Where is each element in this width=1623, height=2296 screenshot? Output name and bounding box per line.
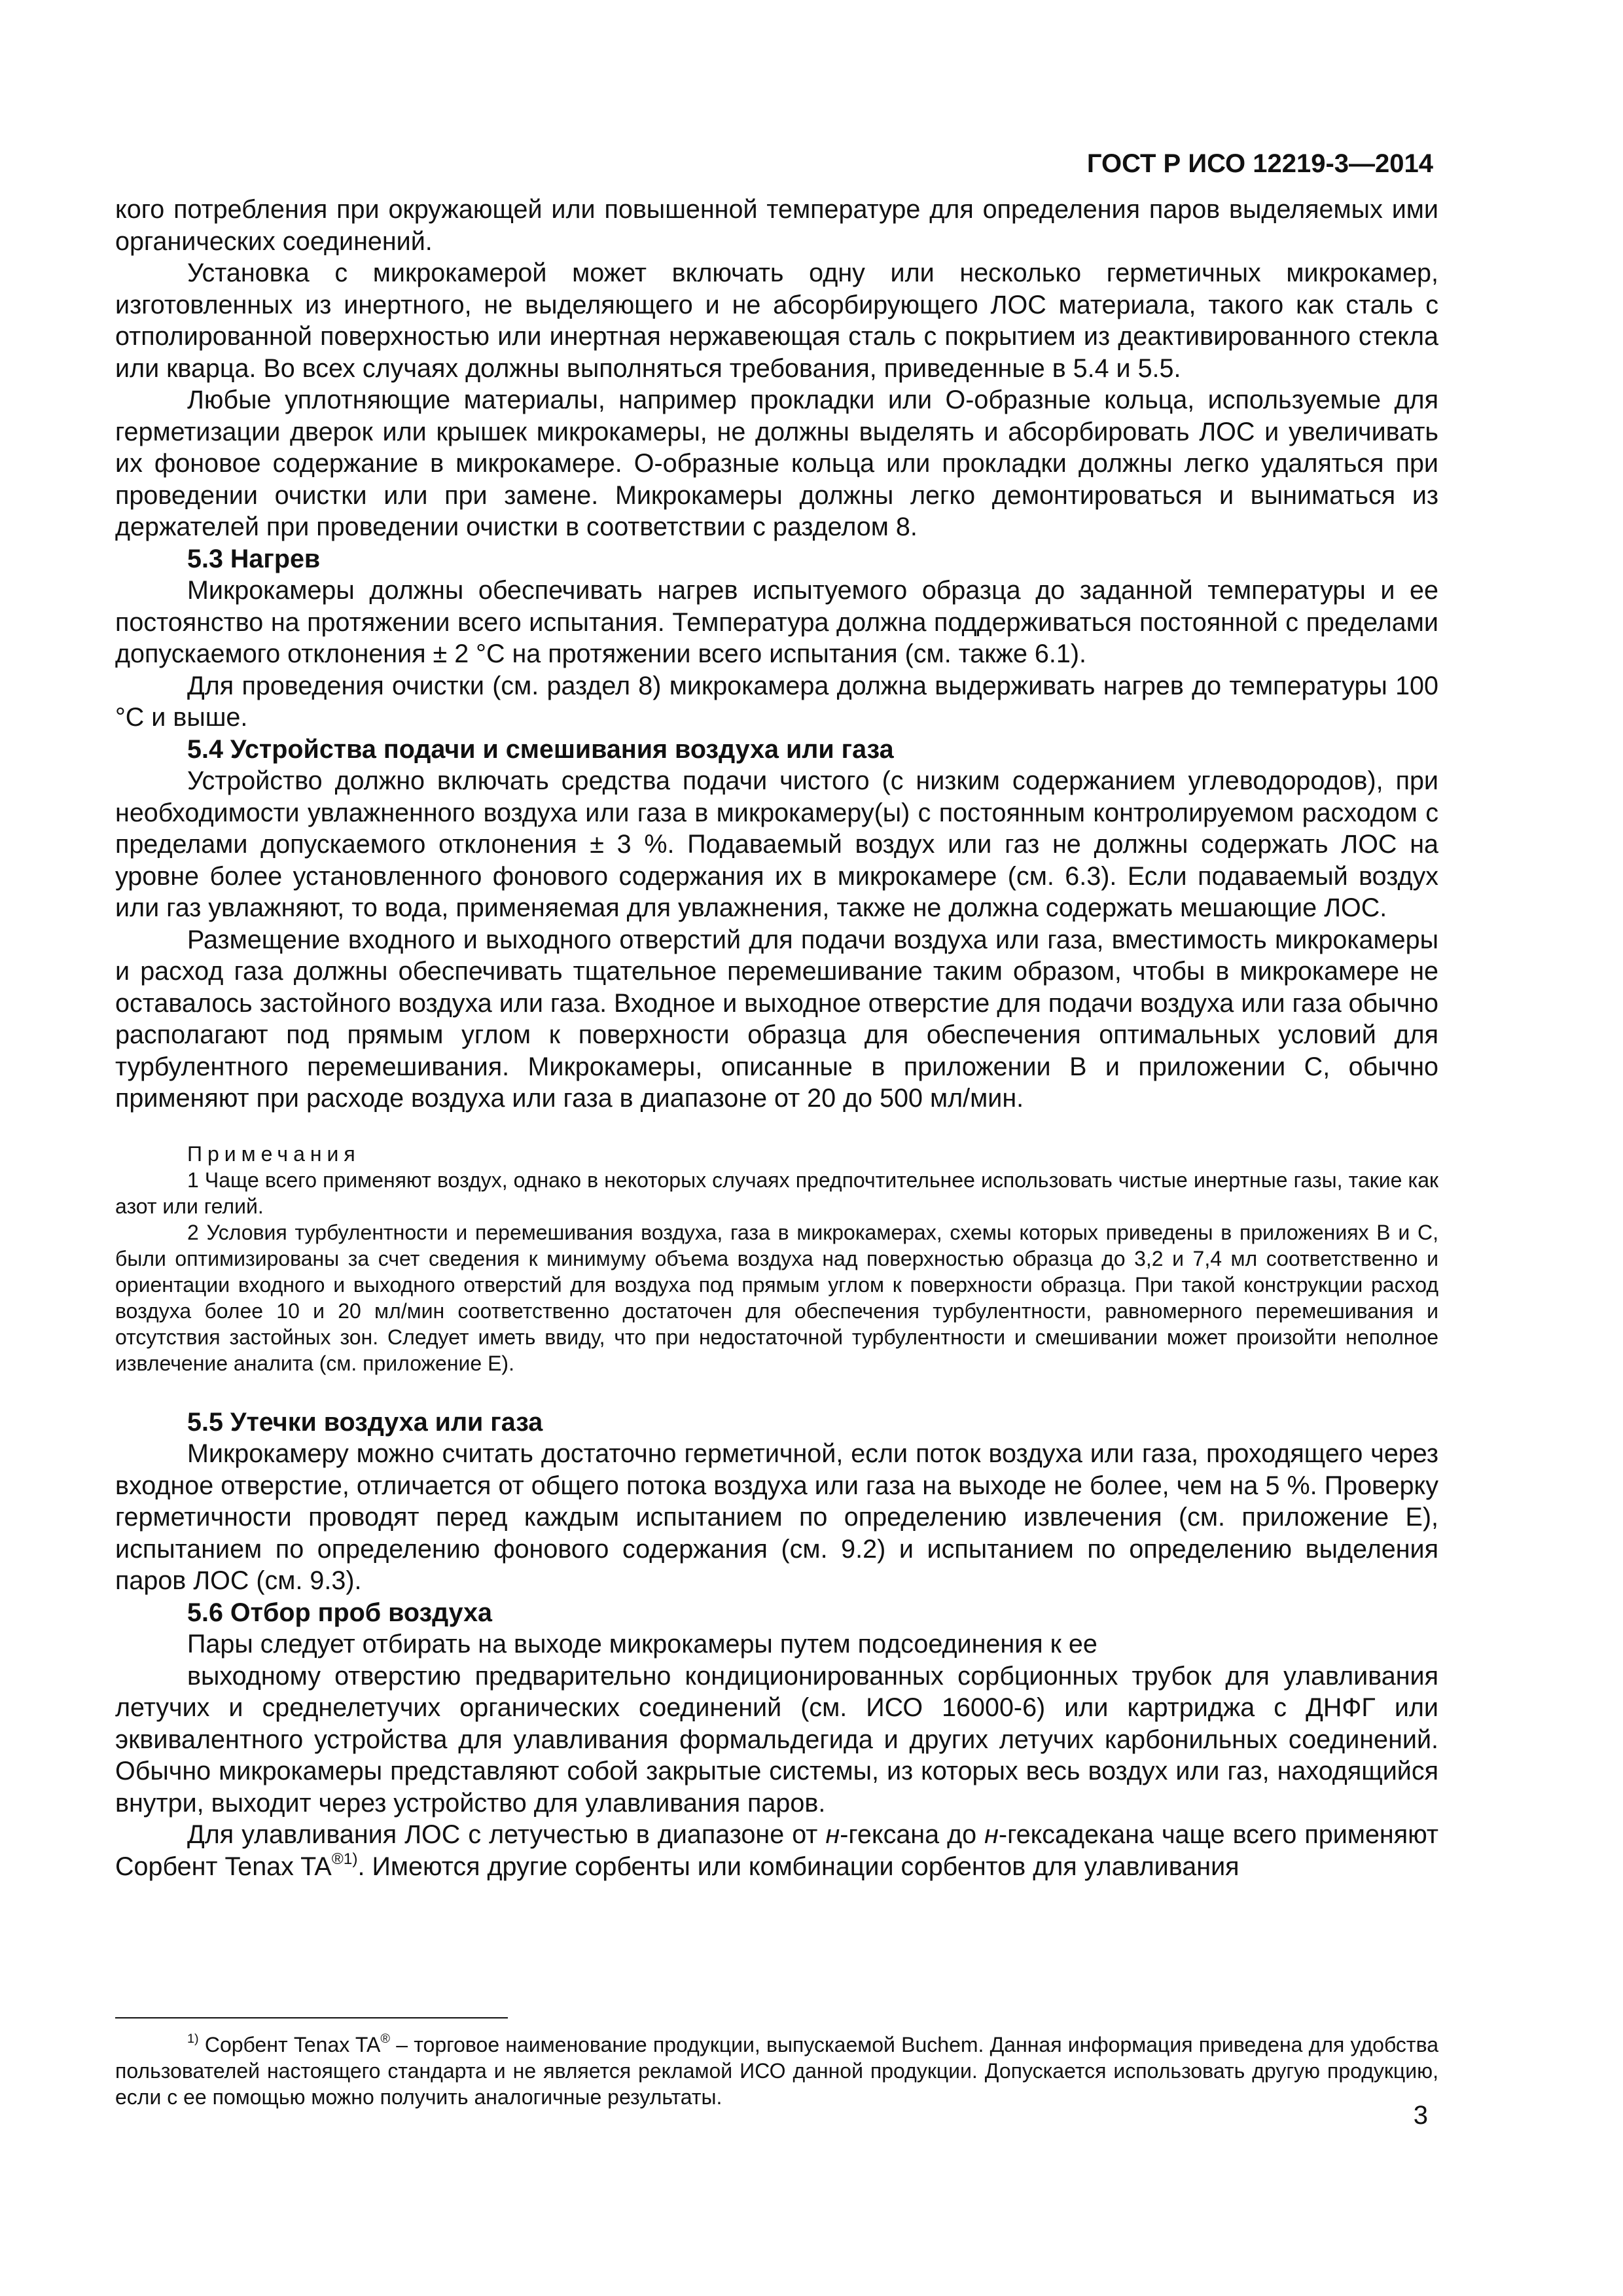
italic-run: н	[825, 1820, 840, 1849]
text-run: -гексана до	[840, 1820, 985, 1849]
text-run: Сорбент Tenax TA	[198, 2033, 381, 2056]
text-run: -гексадекана чаще всего применяют Сорбент Tenax TA	[115, 1820, 1438, 1881]
notes-title: Примечания	[187, 1141, 361, 1166]
paragraph: Микрокамеры должны обеспечивать нагрев испытуемого образца до заданной температуры и ее постоянство на протяжении всего испытания. Температура должна поддерживаться постоянной с пределами допускаемого отклонения ± 2 °С на протяжении всего испытания (см. также 6.1).	[115, 576, 1438, 668]
paragraph: Для проведения очистки (см. раздел 8) микрокамера должна выдерживать нагрев до температуры 100 °С и выше.	[115, 671, 1438, 732]
section-heading-5-5: 5.5 Утечки воздуха или газа	[187, 1407, 543, 1437]
section-heading-5-3: 5.3 Нагрев	[187, 544, 321, 573]
paragraph: Любые уплотняющие материалы, например прокладки или О-образные кольца, используемые для герметизации дверок или крышек микрокамеры, не должны выделять и абсорбировать ЛОС и увеличивать их фоновое содержание в микрокамере. О-образные кольца или прокладки должны легко удаляться при проведении очистки или при замене. Микрокамеры должны легко демонтироваться и выниматься из держателей при проведении очистки в соответствии с разделом 8.	[115, 386, 1438, 541]
paragraph: Устройство должно включать средства подачи чистого (с низким содержанием углеводородов), при необходимости увлажненного воздуха или газа в микрокамеру(ы) с постоянным контролируемом расходом с пределами допускаемого отклонения ± 3 %. Подаваемый воздух или газ не должны содержать ЛОС на уровне более установленного фонового содержания их в микрокамере (см. 6.3). Если подаваемый воздух или газ увлажняют, то вода, применяемая для увлажнения, также не должна содержать мешающие ЛОС.	[115, 766, 1438, 922]
footnote-text	[115, 2032, 1438, 2110]
notes-block	[115, 1141, 1438, 1376]
footnote-reference: ®1)	[331, 1850, 358, 1868]
registered-mark: ®	[380, 2032, 391, 2047]
paragraph: Установка с микрокамерой может включать одну или несколько герметичных микрокамер, изготовленных из инертного, не выделяющего и не абсорбирующего ЛОС материала, такого как сталь с отполированной поверхностью или инертная нержавеющая сталь с покрытием из деактивированного стекла или кварца. Во всех случаях должны выполняться требования, приведенные в 5.4 и 5.5.	[115, 259, 1438, 383]
text-run: – торговое наименование продукции, выпускаемой Buchem. Данная информация приведена для удобства пользователей настоящего стандарта и не является рекламой ИСО данной продукции. Допускается использовать другую продукцию, если с ее помощью можно получить аналогичные результаты.	[115, 2033, 1439, 2109]
paragraph: Размещение входного и выходного отверстий для подачи воздуха или газа, вместимость микрокамеры и расход газа должны обеспечивать тщательное перемешивание таким образом, чтобы в микрокамере не оставалось застойного воздуха или газа. Входное и выходное отверстие для подачи воздуха или газа обычно располагают под прямым углом к поверхности образца для обеспечения оптимальных условий для турбулентного перемешивания. Микрокамеры, описанные в приложении В и приложении С, обычно применяют при расходе воздуха или газа в диапазоне от 20 до 500 мл/мин.	[115, 925, 1438, 1113]
page-number: 3	[1413, 2101, 1428, 2130]
paragraph: Микрокамеру можно считать достаточно герметичной, если поток воздуха или газа, проходящего через входное отверстие, отличается от общего потока воздуха или газа на выходе не более, чем на 5 %. Проверку герметичности проводят перед каждым испытанием по определению извлечения (см. приложение Е), испытанием по определению фонового содержания (см. 9.2) и испытанием по определению выделения паров ЛОС (см. 9.3).	[115, 1439, 1438, 1595]
section-heading-5-4: 5.4 Устройства подачи и смешивания воздуха или газа	[187, 734, 894, 764]
text-run: Для улавливания ЛОС с летучестью в диапазоне от	[187, 1820, 826, 1849]
paragraph: выходному отверстию предварительно кондиционированных сорбционных трубок для улавливания летучих и среднелетучих органических соединений (см. ИСО 16000-6) или картриджа с ДНФГ или эквивалентного устройства для улавливания формальдегида и других летучих карбонильных соединений. Обычно микрокамеры представляют собой закрытые системы, из которых весь воздух или газ, находящийся внутри, выходит через устройство для улавливания паров.	[115, 1661, 1438, 1818]
paragraph: кого потребления при окружающей или повышенной температуре для определения паров выделяемых ими органических соединений.	[115, 195, 1438, 256]
paragraph: Пары следует отбирать на выходе микрокамеры путем подсоединения к ее	[187, 1630, 1097, 1659]
footnote-mark: 1)	[187, 2032, 199, 2047]
note: 2 Условия турбулентности и перемешивания воздуха, газа в микрокамерах, схемы которых приведены в приложениях В и С, были оптимизированы за счет сведения к минимуму объема воздуха над поверхностью образца до 3,2 и 7,4 мл соответственно и ориентации входного и выходного отверстий для воздуха под прямым углом к поверхности образца. При такой конструкции расход воздуха более 10 и 20 мл/мин соответственно достаточен для обеспечения турбулентности, равномерного перемешивания и отсутствия застойных зон. Следует иметь ввиду, что при недостаточной турбулентности и смешивании может произойти неполное извлечение аналита (см. приложение Е).	[115, 1220, 1438, 1375]
main-text	[115, 194, 1438, 1882]
text-run: . Имеются другие сорбенты или комбинации сорбентов для улавливания	[357, 1852, 1240, 1881]
page-header: ГОСТ Р ИСО 12219-3—2014	[1086, 149, 1433, 178]
paragraph	[115, 1819, 1438, 1882]
italic-run: н	[984, 1820, 999, 1849]
footnote	[115, 2032, 1438, 2110]
note: 1 Чаще всего применяют воздух, однако в некоторых случаях предпочтительнее использовать чистые инертные газы, такие как азот или гелий.	[115, 1168, 1438, 1218]
section-heading-5-6: 5.6 Отбор проб воздуха	[187, 1598, 493, 1627]
footnote-separator	[115, 2017, 508, 2018]
